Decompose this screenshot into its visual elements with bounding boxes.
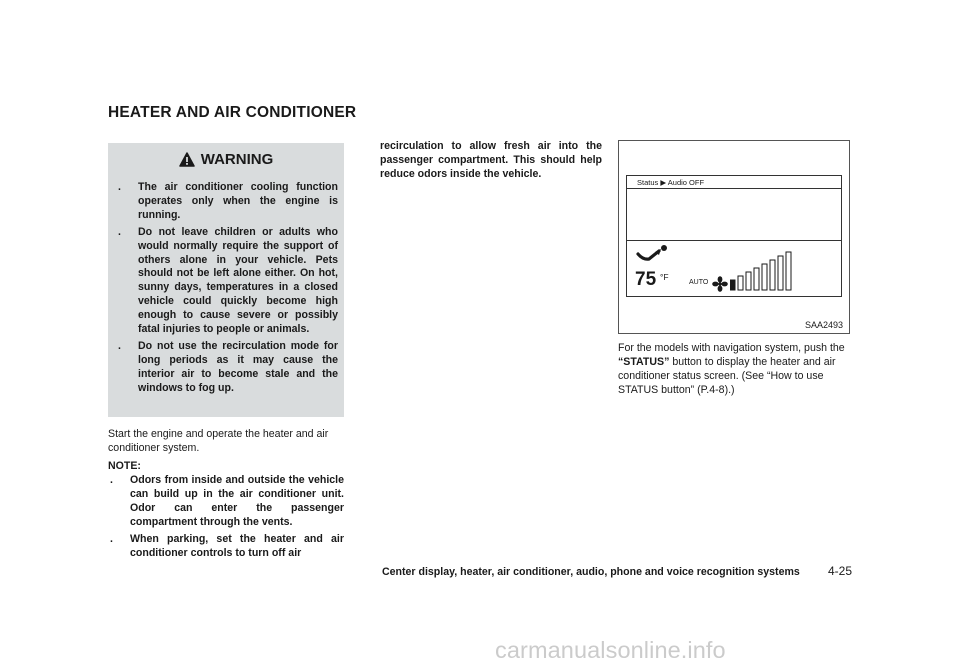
status-bar: Status ▶ Audio OFF <box>627 176 841 189</box>
note-label: NOTE: <box>108 460 141 472</box>
section-title: HEATER AND AIR CONDITIONER <box>108 104 357 121</box>
fan-bar-5 <box>762 264 767 290</box>
warning-triangle-icon <box>179 152 195 167</box>
auto-mode-label: AUTO <box>689 279 709 286</box>
note-list <box>108 474 344 563</box>
status-button-label: “STATUS” <box>618 355 670 368</box>
warning-item-text: Do not leave children or adults who would normally require the support of others alone in your vehicle. Pets should not be left alone either. On hot, sunny days, temperatures in a closed vehicle could quickly become high enough to cause severe or possibly fatal injuries to people or animals. <box>138 225 338 336</box>
bullet: . <box>118 181 121 193</box>
page-footer <box>382 566 800 578</box>
footer-text: Center display, heater, air conditioner, audio, phone and voice recognition systems <box>382 566 800 578</box>
temperature-value: 75 <box>635 269 657 290</box>
warning-item <box>116 340 338 396</box>
bullet: . <box>118 225 121 238</box>
display-screen <box>626 175 842 297</box>
temperature-unit: °F <box>660 272 669 282</box>
fan-icon <box>712 276 728 292</box>
fan-bar-3 <box>746 272 751 290</box>
bullet: . <box>110 532 113 545</box>
status-screen-figure <box>618 140 850 334</box>
warning-item <box>116 181 338 223</box>
note-item-text: When parking, set the heater and air conditioner controls to turn off air <box>130 532 344 559</box>
warning-title: WARNING <box>200 151 274 168</box>
figure-code: SAA2493 <box>804 320 843 330</box>
warning-heading <box>108 151 344 168</box>
note-continuation: recirculation to allow fresh air into the passenger compartment. This should help reduce odors inside the vehicle. <box>380 140 602 180</box>
airflow-vent-icon <box>635 244 671 266</box>
note-item-text: Odors from inside and outside the vehicle can build up in the air conditioner unit. Odor can enter the passenger compartment through the vents. <box>130 474 344 528</box>
fan-bar-6 <box>770 260 775 290</box>
fan-bar-4 <box>754 268 759 290</box>
paragraph-text: For the models with navigation system, push the <box>618 342 845 354</box>
watermark: carmanualsonline.info <box>495 637 726 663</box>
climate-status-area <box>627 241 841 296</box>
screen-blank-area <box>627 189 841 241</box>
fan-bar-7 <box>778 256 783 290</box>
fan-bar-8 <box>786 252 791 290</box>
warning-list <box>116 181 338 399</box>
warning-item-text: Do not use the recirculation mode for long periods as it may cause the interior air to become stale and the windows to fog up. <box>138 339 338 394</box>
intro-paragraph: Start the engine and operate the heater and air conditioner system. <box>108 428 329 454</box>
note-item <box>108 474 344 530</box>
bullet: . <box>118 339 121 352</box>
fan-bar-2 <box>738 276 743 290</box>
warning-item <box>116 226 338 337</box>
note-item <box>108 533 344 561</box>
warning-item-text: The air conditioner cooling function operates only when the engine is running. <box>138 181 338 221</box>
page-number: 4-25 <box>828 564 853 578</box>
paragraph-text: button to display the heater and air conditioner status screen. (See “How to use STATUS button” (P.4-8).) <box>618 355 836 396</box>
fan-bar-1 <box>730 280 735 290</box>
navigation-paragraph <box>618 342 850 398</box>
warning-box <box>108 143 344 417</box>
bullet: . <box>110 474 113 486</box>
fan-speed-bars <box>730 246 794 292</box>
